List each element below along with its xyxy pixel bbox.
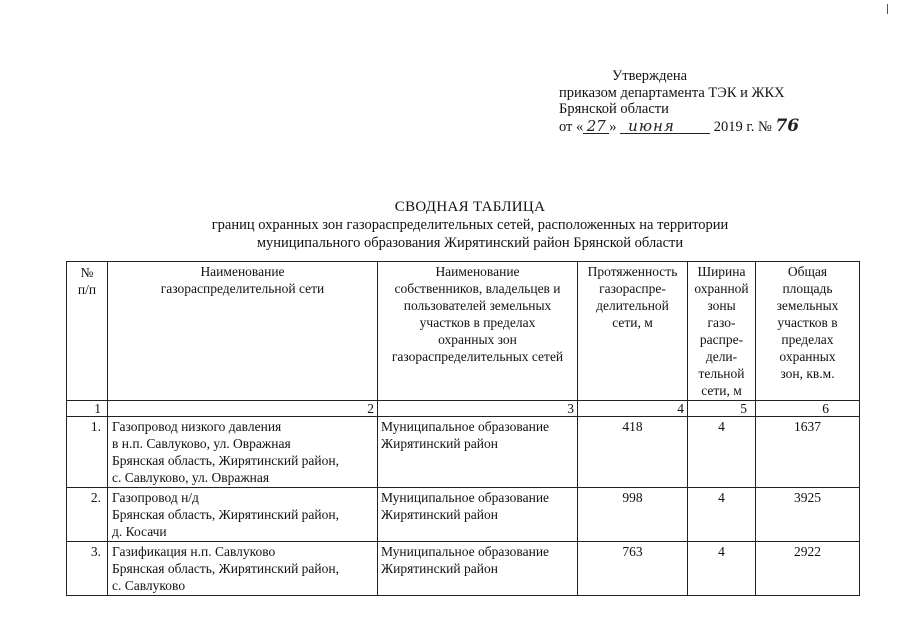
- column-number-row: [67, 401, 860, 417]
- header-num: № п/п: [67, 262, 108, 401]
- approval-order: приказом департамента ТЭК и ЖКХ: [559, 84, 785, 101]
- document-title: [150, 198, 790, 252]
- title-main: СВОДНАЯ ТАБЛИЦА: [394, 199, 546, 215]
- network-name: Газопровод низкого давления в н.п. Савлуково, ул. Овражная Брянская область, Жирятинский район, с. Савлуково, ул. Овражная: [108, 417, 378, 488]
- zone-width: 4: [688, 488, 756, 542]
- owner-name: Муниципальное образование Жирятинский район: [378, 417, 578, 488]
- network-name: Газопровод н/д Брянская область, Жирятинский район, д. Косачи: [108, 488, 378, 542]
- zone-area: 2922: [756, 542, 860, 596]
- zone-area: 1637: [756, 417, 860, 488]
- network-length: 418: [578, 417, 688, 488]
- colnum-5: 5: [688, 401, 756, 417]
- owner-name: Муниципальное образование Жирятинский район: [378, 542, 578, 596]
- header-row: [67, 262, 860, 401]
- date-mid: »: [609, 118, 617, 135]
- colnum-2: 2: [108, 401, 378, 417]
- zone-area: 3925: [756, 488, 860, 542]
- header-network: Наименование газораспределительной сети: [108, 262, 378, 401]
- approval-region: Брянской области: [559, 101, 669, 117]
- title-subtitle-2: муниципального образования Жирятинский район Брянской области: [256, 235, 684, 251]
- owner-name: Муниципальное образование Жирятинский район: [378, 488, 578, 542]
- summary-table: [66, 261, 860, 596]
- year-suffix: 2019 г. №: [713, 118, 772, 135]
- network-length: 763: [578, 542, 688, 596]
- header-area: Общая площадь земельных участков в пределах охранных зон, кв.м.: [756, 262, 860, 401]
- header-length: Протяженность газораспре- делительной сети, м: [578, 262, 688, 401]
- colnum-4: 4: [578, 401, 688, 417]
- row-number: 1.: [67, 417, 108, 488]
- colnum-3: 3: [378, 401, 578, 417]
- scan-edge-mark: [887, 4, 888, 14]
- network-length: 998: [578, 488, 688, 542]
- zone-width: 4: [688, 542, 756, 596]
- title-subtitle-1: границ охранных зон газораспределительных сетей, расположенных на территории: [211, 217, 729, 233]
- colnum-6: 6: [756, 401, 860, 417]
- handwritten-order-number: 76: [775, 115, 800, 136]
- colnum-1: 1: [67, 401, 108, 417]
- row-number: 3.: [67, 542, 108, 596]
- header-owner: Наименование собственников, владельцев и пользователей земельных участков в пределах охранных зон газораспределительных сетей: [378, 262, 578, 401]
- table-row: [67, 417, 860, 488]
- date-prefix: от «: [559, 118, 584, 135]
- approval-date-line: [559, 115, 859, 136]
- approval-title: Утверждена: [612, 68, 688, 84]
- handwritten-month: июня: [620, 119, 710, 134]
- handwritten-day: 27: [583, 119, 609, 134]
- table-row: [67, 542, 860, 596]
- table-row: [67, 488, 860, 542]
- header-width: Ширина охранной зоны газо- распре- дели- тельной сети, м: [688, 262, 756, 401]
- approval-stamp: [559, 68, 859, 135]
- zone-width: 4: [688, 417, 756, 488]
- row-number: 2.: [67, 488, 108, 542]
- network-name: Газификация н.п. Савлуково Брянская область, Жирятинский район, с. Савлуково: [108, 542, 378, 596]
